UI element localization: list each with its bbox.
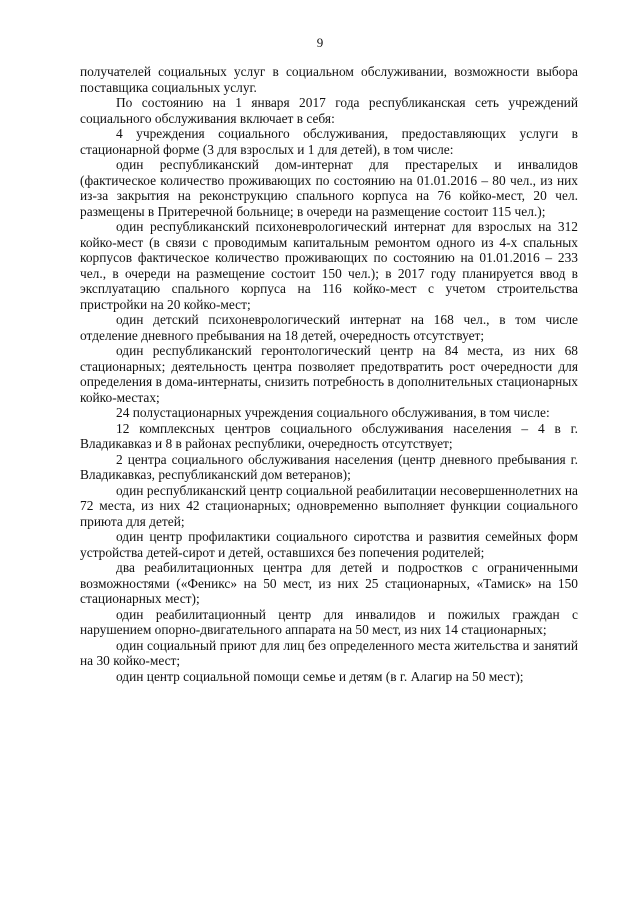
document-body xyxy=(80,64,578,684)
paragraph-stationary-count: 4 учреждения социального обслуживания, предоставляющих услуги в стационарной форме (3 для взрослых и 1 для детей), в том числе: xyxy=(80,126,578,157)
paragraph-elderly-home: один республиканский дом-интернат для престарелых и инвалидов (фактическое количество проживающих по состоянию на 01.01.2016 – 80 чел., из них из-за закрытия на реконструкцию спального корпуса на 76 койко-мест, 20 чел. размещены в Притеречной больнице; в очереди на размещение состоит 115 чел.); xyxy=(80,157,578,219)
paragraph-children-rehab: два реабилитационных центра для детей и подростков с ограниченными возможностями («Феникс» на 50 мест, из них 25 стационарных, «Тамиск» на 150 стационарных мест); xyxy=(80,560,578,606)
paragraph-disabled-rehab: один реабилитационный центр для инвалидов и пожилых граждан с нарушением опорно-двигательного аппарата на 50 мест, из них 14 стационарных; xyxy=(80,606,578,637)
paragraph-complex-centers: 12 комплексных центров социального обслуживания населения – 4 в г. Владикавказ и 8 в районах республики, очередность отсутствует; xyxy=(80,420,578,451)
paragraph-minors-rehab: один республиканский центр социальной реабилитации несовершеннолетних на 72 места, из них 42 стационарных; одновременно выполняет функции социального приюта для детей; xyxy=(80,482,578,529)
paragraph-psycho-children: один детский психоневрологический интернат на 168 чел., в том числе отделение дневного пребывания на 18 детей, очередность отсутствует; xyxy=(80,312,578,343)
paragraph-orphanhood-prevention: один центр профилактики социального сиротства и развития семейных форм устройства детей-сирот и детей, оставшихся без попечения родителей; xyxy=(80,529,578,560)
paragraph-homeless-shelter: один социальный приют для лиц без определенного места жительства и занятий на 30 койко-мест; xyxy=(80,637,578,668)
page-number: 9 xyxy=(316,35,324,50)
paragraph-service-centers: 2 центра социального обслуживания населения (центр дневного пребывания г. Владикавказ, республиканский дом ветеранов); xyxy=(80,451,578,482)
paragraph-continuation: получателей социальных услуг в социальном обслуживании, возможности выбора поставщика социальных услуг. xyxy=(80,64,578,95)
paragraph-network-intro: По состоянию на 1 января 2017 года республиканская сеть учреждений социального обслуживания включает в себя: xyxy=(80,95,578,126)
paragraph-family-help-center: один центр социальной помощи семье и детям (в г. Алагир на 50 мест); xyxy=(116,668,524,684)
paragraph-gerontology-center: один республиканский геронтологический центр на 84 места, из них 68 стационарных; деятельность центра позволяет предотвратить рост очередности для определения в дома-интернаты, снизить потребность в дополнительных стационарных койко-местах; xyxy=(80,343,578,405)
paragraph-psycho-adults: один республиканский психоневрологический интернат для взрослых на 312 койко-мест (в связи с проводимым капитальным ремонтом одного из 4-х спальных корпусов фактическое количество проживающих по состоянию на 01.01.2016 – 233 чел., в очереди на размещение состоит 150 чел.); в 2017 году планируется ввод в эксплуатацию спального корпуса на 116 койко-мест с учетом строительства пристройки на 20 койко-мест; xyxy=(80,219,578,312)
paragraph-semistationary-count: 24 полустационарных учреждения социального обслуживания, в том числе: xyxy=(116,405,550,420)
